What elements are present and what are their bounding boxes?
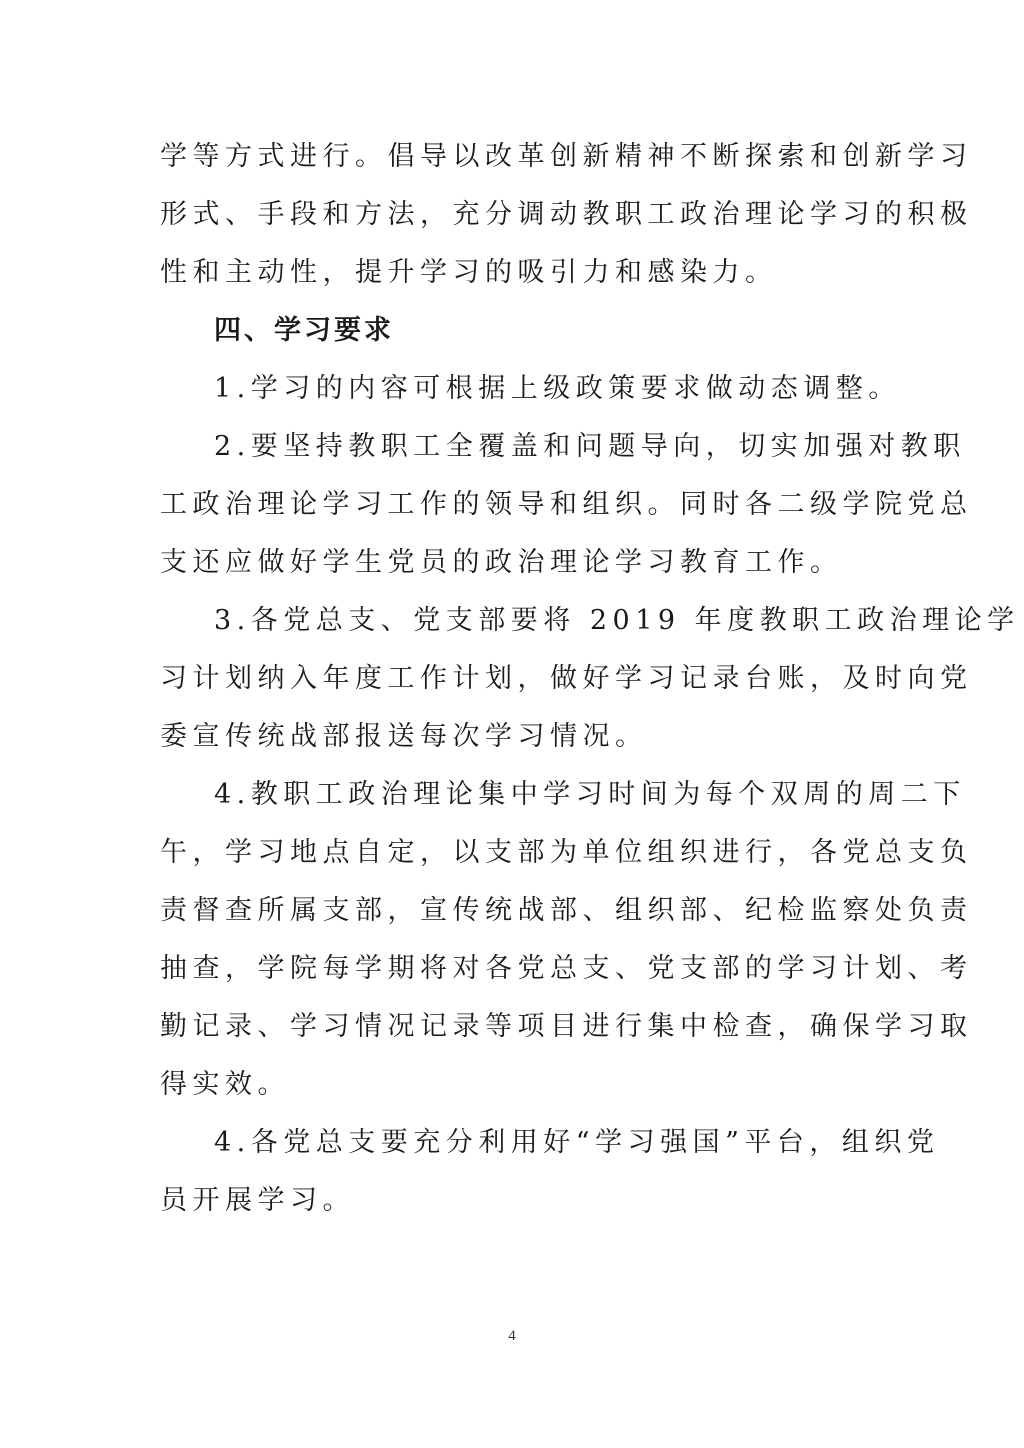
paragraph-line: 2.要坚持教职工全覆盖和问题导向，切实加强对教职 bbox=[214, 431, 966, 462]
paragraph-line: 1.学习的内容可根据上级政策要求做动态调整。 bbox=[214, 373, 901, 404]
paragraph-line: 支还应做好学生党员的政治理论学习教育工作。 bbox=[160, 547, 843, 578]
paragraph-line: 性和主动性，提升学习的吸引力和感染力。 bbox=[160, 257, 778, 288]
paragraph-line: 学等方式进行。倡导以改革创新精神不断探索和创新学习 bbox=[160, 141, 973, 172]
page-number: 4 bbox=[508, 1328, 516, 1344]
paragraph-line: 习计划纳入年度工作计划，做好学习记录台账，及时向党 bbox=[160, 663, 973, 694]
section-heading: 四、学习要求 bbox=[214, 315, 394, 346]
paragraph-line: 4.各党总支要充分利用好“学习强国”平台，组织党 bbox=[214, 1127, 940, 1158]
paragraph-line: 员开展学习。 bbox=[160, 1185, 355, 1216]
paragraph-line: 形式、手段和方法，充分调动教职工政治理论学习的积极 bbox=[160, 199, 973, 230]
paragraph-line: 责督查所属支部，宣传统战部、组织部、纪检监察处负责 bbox=[160, 895, 973, 926]
paragraph-line: 3.各党总支、党支部要将 2019 年度教职工政治理论学 bbox=[214, 605, 1020, 636]
paragraph-line: 工政治理论学习工作的领导和组织。同时各二级学院党总 bbox=[160, 489, 973, 520]
paragraph-line: 委宣传统战部报送每次学习情况。 bbox=[160, 721, 648, 752]
paragraph-line: 得实效。 bbox=[160, 1069, 290, 1100]
paragraph-line: 午，学习地点自定，以支部为单位组织进行，各党总支负 bbox=[160, 837, 973, 868]
paragraph-line: 抽查，学院每学期将对各党总支、党支部的学习计划、考 bbox=[160, 953, 973, 984]
paragraph-line: 4.教职工政治理论集中学习时间为每个双周的周二下 bbox=[214, 779, 966, 810]
document-body bbox=[160, 128, 1020, 1230]
paragraph-line: 勤记录、学习情况记录等项目进行集中检查，确保学习取 bbox=[160, 1011, 973, 1042]
